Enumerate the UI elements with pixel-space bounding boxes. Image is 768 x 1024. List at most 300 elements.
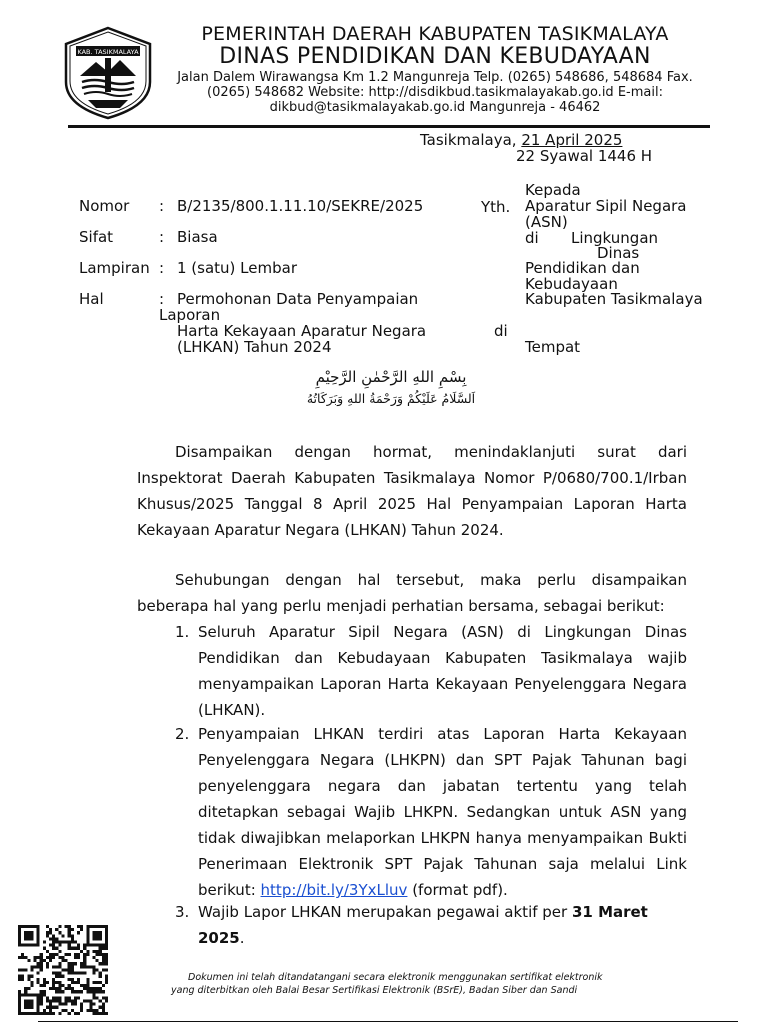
qr-module [37, 965, 40, 968]
qr-module [105, 947, 108, 950]
qr-module [46, 950, 49, 953]
qr-module [49, 1006, 52, 1009]
qr-module [40, 1012, 43, 1015]
qr-module [61, 934, 64, 937]
qr-module [37, 996, 40, 999]
qr-module [92, 925, 95, 928]
qr-module [65, 1003, 68, 1006]
qr-module [37, 956, 40, 959]
qr-module [52, 987, 55, 990]
qr-module [99, 937, 102, 940]
qr-module [18, 968, 21, 971]
sifat-label: Sifat [79, 228, 114, 246]
qr-module [77, 996, 80, 999]
qr-module [102, 1009, 105, 1012]
qr-module [30, 934, 33, 937]
qr-module [37, 1012, 40, 1015]
qr-module [68, 928, 71, 931]
qr-module [34, 993, 37, 996]
qr-module [52, 972, 55, 975]
qr-module [49, 1003, 52, 1006]
qr-module [37, 937, 40, 940]
qr-module [77, 956, 80, 959]
qr-module [86, 987, 89, 990]
qr-module [27, 931, 30, 934]
qr-module [30, 968, 33, 971]
qr-module [55, 941, 58, 944]
qr-module [96, 990, 99, 993]
qr-module [18, 956, 21, 959]
qr-module [24, 1012, 27, 1015]
header-divider [68, 125, 710, 128]
qr-module [71, 981, 74, 984]
qr-module [46, 999, 49, 1002]
recipient-line-3: (ASN) [525, 213, 568, 231]
qr-module [43, 984, 46, 987]
qr-module [37, 925, 40, 928]
qr-module [92, 950, 95, 953]
qr-module [27, 937, 30, 940]
qr-module [86, 950, 89, 953]
qr-module [105, 944, 108, 947]
qr-module [105, 959, 108, 962]
qr-module [40, 999, 43, 1002]
qr-module [24, 1006, 27, 1009]
address-line-3: dikbud@tasikmalayakab.go.id Mangunreja - 46462 [269, 100, 601, 115]
qr-module [43, 947, 46, 950]
item-1-number: 1. [175, 623, 190, 641]
qr-module [68, 931, 71, 934]
qr-module [58, 1012, 61, 1015]
qr-module [80, 925, 83, 928]
qr-module [92, 996, 95, 999]
date-gregorian: 21 April 2025 [521, 131, 623, 149]
qr-module [46, 981, 49, 984]
item-2-text: Penyampaian LHKAN terdiri atas Laporan Harta Kekayaan Penyelenggara Negara (LHKPN) dan SPT Pajak Tahunan bagi penyelenggara negara dan jabatan tertentu yang telah ditetapkan sebagai Wajib LHKPN. Sedangkan untuk ASN yang tidak diwajibkan melaporkan LHKPN hanya menyampaikan Bukti Penerimaan Elektronik SPT Pajak Tahunan saja melalui Link berikut: [198, 725, 687, 899]
qr-module [18, 993, 21, 996]
qr-module [105, 937, 108, 940]
qr-module [71, 978, 74, 981]
qr-module [83, 956, 86, 959]
qr-module [83, 984, 86, 987]
qr-module [18, 1012, 21, 1015]
qr-module [83, 953, 86, 956]
qr-module [61, 956, 64, 959]
qr-module [34, 1012, 37, 1015]
qr-module [96, 934, 99, 937]
qr-module [58, 931, 61, 934]
qr-module [80, 928, 83, 931]
qr-module [24, 944, 27, 947]
regency-logo [62, 26, 154, 120]
qr-module [92, 981, 95, 984]
qr-module [74, 953, 77, 956]
qr-module [68, 978, 71, 981]
qr-module [52, 953, 55, 956]
qr-module [37, 1006, 40, 1009]
qr-module [52, 956, 55, 959]
qr-module [65, 1009, 68, 1012]
qr-module [30, 925, 33, 928]
qr-module [34, 956, 37, 959]
qr-module [105, 981, 108, 984]
qr-module [105, 941, 108, 944]
qr-module [96, 981, 99, 984]
footer-line-1: Dokumen ini telah ditandatangani secara elektronik menggunakan sertifikat elektronik [188, 972, 603, 983]
qr-module [96, 987, 99, 990]
qr-module [46, 962, 49, 965]
qr-module [58, 956, 61, 959]
recipient-lingkungan: Lingkungan [571, 229, 659, 247]
qr-module [37, 1003, 40, 1006]
qr-module [34, 944, 37, 947]
qr-module [58, 972, 61, 975]
qr-module [30, 999, 33, 1002]
qr-module [58, 962, 61, 965]
qr-module [102, 925, 105, 928]
qr-module [71, 987, 74, 990]
qr-module [102, 962, 105, 965]
qr-module [71, 990, 74, 993]
qr-module [30, 965, 33, 968]
qr-module [46, 965, 49, 968]
qr-module [46, 996, 49, 999]
svg-text:KAB. TASIKMALAYA: KAB. TASIKMALAYA [77, 48, 139, 56]
qr-module [18, 928, 21, 931]
qr-module [27, 999, 30, 1002]
qr-module [102, 959, 105, 962]
qr-module [18, 996, 21, 999]
qr-module [68, 1012, 71, 1015]
qr-module [18, 1009, 21, 1012]
qr-module [77, 1012, 80, 1015]
qr-module [49, 999, 52, 1002]
qr-module [52, 944, 55, 947]
qr-module [102, 968, 105, 971]
qr-module [71, 965, 74, 968]
qr-module [83, 987, 86, 990]
qr-module [86, 928, 89, 931]
qr-module [46, 931, 49, 934]
item-3-date: 31 Maret 2025 [198, 903, 648, 947]
qr-module [102, 1006, 105, 1009]
qr-module [86, 937, 89, 940]
qr-module [49, 987, 52, 990]
qr-module [83, 944, 86, 947]
lampiran-label: Lampiran [79, 259, 150, 277]
qr-module [40, 993, 43, 996]
qr-module [68, 999, 71, 1002]
recipient-line-8: Kabupaten Tasikmalaya [525, 290, 703, 308]
sifat-colon: : [159, 228, 165, 246]
qr-module [68, 972, 71, 975]
qr-module [58, 981, 61, 984]
item-3-tail: . [239, 929, 245, 947]
recipient-line-2: Aparatur Sipil Negara [525, 197, 687, 215]
qr-module [27, 975, 30, 978]
qr-module [92, 956, 95, 959]
qr-module [89, 925, 92, 928]
qr-module [37, 978, 40, 981]
qr-module [61, 941, 64, 944]
qr-module [61, 990, 64, 993]
qr-module [102, 953, 105, 956]
qr-module [89, 1003, 92, 1006]
qr-module [49, 1009, 52, 1012]
qr-module [74, 941, 77, 944]
qr-module [21, 944, 24, 947]
item-2-block [198, 721, 687, 903]
qr-module [74, 962, 77, 965]
qr-module [102, 947, 105, 950]
qr-module [71, 1003, 74, 1006]
nomor-colon: : [159, 197, 165, 215]
qr-module [83, 965, 86, 968]
paragraph-2: Sehubungan dengan hal tersebut, maka perlu disampaikan beberapa hal yang perlu menjadi perhatian bersama, sebagai berikut: [137, 571, 687, 615]
qr-module [55, 999, 58, 1002]
qr-module [71, 962, 74, 965]
qr-module [61, 1003, 64, 1006]
qr-module [71, 937, 74, 940]
qr-module [74, 999, 77, 1002]
qr-module [96, 953, 99, 956]
qr-module [49, 937, 52, 940]
qr-module [71, 928, 74, 931]
recipient-di: di [525, 229, 539, 247]
qr-module [74, 1012, 77, 1015]
qr-module [55, 987, 58, 990]
qr-module [30, 937, 33, 940]
yth-label: Yth. [481, 198, 511, 216]
qr-module [18, 975, 21, 978]
qr-module [40, 968, 43, 971]
qr-module [105, 956, 108, 959]
qr-module [71, 968, 74, 971]
qr-module [99, 925, 102, 928]
qr-module [46, 934, 49, 937]
qr-module [55, 981, 58, 984]
qr-module [105, 968, 108, 971]
qr-module [92, 944, 95, 947]
qr-module [99, 981, 102, 984]
qr-module [52, 984, 55, 987]
qr-module [96, 950, 99, 953]
qr-module [99, 1006, 102, 1009]
qr-module [37, 981, 40, 984]
qr-module [99, 987, 102, 990]
qr-module [55, 972, 58, 975]
qr-module [68, 968, 71, 971]
qr-module [68, 941, 71, 944]
qr-module [68, 984, 71, 987]
qr-module [37, 1009, 40, 1012]
recipient-line-7: Kebudayaan [525, 275, 618, 293]
qr-module [46, 925, 49, 928]
qr-module [99, 950, 102, 953]
qr-module [55, 928, 58, 931]
qr-module [30, 1012, 33, 1015]
qr-module [105, 996, 108, 999]
qr-module [68, 934, 71, 937]
qr-module [65, 987, 68, 990]
qr-module [18, 990, 21, 993]
qr-module [86, 1009, 89, 1012]
qr-module [86, 999, 89, 1002]
qr-module [80, 990, 83, 993]
qr-module [61, 959, 64, 962]
qr-module [71, 1009, 74, 1012]
qr-module [77, 925, 80, 928]
qr-module [68, 965, 71, 968]
signature-qr-code [18, 925, 108, 1015]
qr-module [49, 944, 52, 947]
qr-module [58, 1003, 61, 1006]
qr-module [52, 1012, 55, 1015]
qr-module [77, 947, 80, 950]
qr-module [55, 1006, 58, 1009]
qr-module [49, 1012, 52, 1015]
qr-module [68, 944, 71, 947]
qr-module [96, 996, 99, 999]
qr-module [83, 972, 86, 975]
qr-module [86, 981, 89, 984]
qr-module [105, 953, 108, 956]
qr-module [71, 947, 74, 950]
qr-module [92, 968, 95, 971]
qr-module [37, 931, 40, 934]
qr-module [80, 962, 83, 965]
qr-module [27, 1012, 30, 1015]
qr-module [40, 953, 43, 956]
qr-module [74, 972, 77, 975]
qr-module [86, 990, 89, 993]
qr-module [68, 947, 71, 950]
qr-module [68, 925, 71, 928]
qr-module [74, 990, 77, 993]
qr-module [92, 1012, 95, 1015]
qr-module [24, 993, 27, 996]
qr-module [52, 937, 55, 940]
date-place: Tasikmalaya, [420, 131, 517, 149]
qr-module [61, 984, 64, 987]
qr-module [21, 968, 24, 971]
qr-module [89, 1009, 92, 1012]
qr-module [58, 925, 61, 928]
qr-module [18, 1003, 21, 1006]
qr-module [89, 990, 92, 993]
qr-module [96, 944, 99, 947]
hal-value-3: Harta Kekayaan Aparatur Negara [177, 322, 427, 340]
qr-module [55, 965, 58, 968]
qr-module [89, 944, 92, 947]
qr-module [24, 925, 27, 928]
qr-module [77, 931, 80, 934]
qr-module [37, 962, 40, 965]
item-1-text: Seluruh Aparatur Sipil Negara (ASN) di Lingkungan Dinas Pendidikan dan Kebudayaan Kabupaten Tasikmalaya wajib menyampaikan Laporan Harta Kekayaan Penyelenggara Negara (LHKAN). [198, 623, 687, 719]
qr-module [43, 1012, 46, 1015]
qr-module [86, 934, 89, 937]
qr-module [99, 931, 102, 934]
recipient-line-6: Pendidikan dan [525, 259, 640, 277]
qr-module [68, 996, 71, 999]
qr-module [77, 978, 80, 981]
qr-module [49, 959, 52, 962]
qr-module [105, 934, 108, 937]
qr-module [68, 953, 71, 956]
qr-module [96, 959, 99, 962]
qr-module [46, 1012, 49, 1015]
qr-module [105, 962, 108, 965]
qr-module [80, 1009, 83, 1012]
qr-module [24, 990, 27, 993]
qr-module [68, 962, 71, 965]
qr-module [40, 959, 43, 962]
qr-module [102, 956, 105, 959]
qr-module [92, 931, 95, 934]
qr-module [24, 987, 27, 990]
recipient-dinas: Dinas [597, 244, 640, 262]
qr-module [99, 947, 102, 950]
qr-module [18, 944, 21, 947]
qr-module [43, 941, 46, 944]
qr-module [65, 968, 68, 971]
qr-module [27, 987, 30, 990]
spt-upload-link[interactable]: http://bit.ly/3YxLluv [260, 881, 408, 899]
qr-module [86, 984, 89, 987]
qr-module [21, 1012, 24, 1015]
qr-module [86, 944, 89, 947]
qr-module [105, 978, 108, 981]
qr-module [92, 987, 95, 990]
qr-module [37, 941, 40, 944]
qr-module [80, 1003, 83, 1006]
qr-module [58, 975, 61, 978]
arabic-greeting [286, 366, 496, 418]
qr-module [96, 925, 99, 928]
nomor-label: Nomor [79, 197, 130, 215]
qr-module [99, 990, 102, 993]
qr-module [49, 928, 52, 931]
qr-module [18, 931, 21, 934]
qr-module [105, 1012, 108, 1015]
qr-module [65, 996, 68, 999]
qr-module [102, 944, 105, 947]
qr-module [58, 990, 61, 993]
agency-name: PEMERINTAH DAERAH KABUPATEN TASIKMALAYA [201, 23, 669, 45]
qr-module [52, 941, 55, 944]
qr-module [37, 928, 40, 931]
qr-module [105, 999, 108, 1002]
qr-module [24, 934, 27, 937]
address-line-2: (0265) 548682 Website: http://disdikbud.tasikmalayakab.go.id E-mail: [207, 85, 663, 100]
qr-module [46, 1006, 49, 1009]
qr-module [92, 990, 95, 993]
qr-module [74, 947, 77, 950]
lampiran-colon: : [159, 259, 165, 277]
qr-module [99, 972, 102, 975]
qr-module [18, 999, 21, 1002]
hal-label: Hal [79, 290, 104, 308]
qr-module [24, 931, 27, 934]
qr-module [40, 984, 43, 987]
qr-module [21, 993, 24, 996]
basmala-text: بِسْمِ اللهِ الرَّحْمٰنِ الرَّحِيْمِ [315, 368, 467, 386]
department-name: DINAS PENDIDIKAN DAN KEBUDAYAAN [219, 44, 651, 69]
qr-module [105, 928, 108, 931]
qr-module [96, 968, 99, 971]
qr-module [99, 999, 102, 1002]
qr-module [52, 981, 55, 984]
